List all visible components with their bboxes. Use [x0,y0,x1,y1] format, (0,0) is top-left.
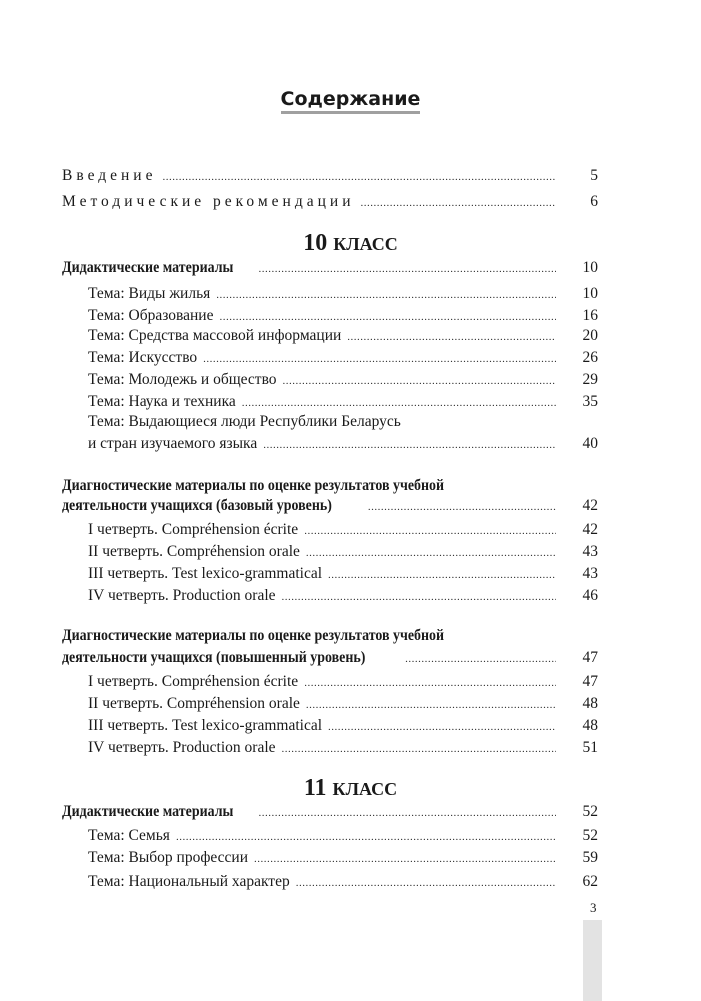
toc-entry-page: 26 [582,349,598,366]
toc-entry-label: Тема: Искусство [88,349,198,366]
toc-entry-page: 46 [582,587,598,604]
page-title [0,88,701,110]
toc-entry-label: III четверть. Test lexico-grammatical [88,565,323,582]
grade-heading [0,230,701,257]
toc-entry-label: Тема: Национальный характер [88,873,290,890]
toc-entry-label: I четверть. Compréhension écrite [88,521,299,538]
dot-leader [162,167,556,187]
toc-entry-label: Тема: Молодежь и общество [88,371,277,388]
dot-leader [306,543,556,563]
dot-leader [254,849,556,869]
grade-word: КЛАСС [332,779,398,799]
page-edge-bar [583,920,602,1001]
dot-leader [296,873,556,893]
dot-leader [282,739,556,759]
toc-entry-page: 42 [582,497,598,514]
toc-entry-label-line: Тема: Выдающиеся люди Республики Беларусь [88,413,401,430]
toc-entry-label: Дидактические материалы [62,803,234,820]
toc-entry[interactable] [88,348,598,369]
toc-entry-label: I четверть. Compréhension écrite [88,673,299,690]
toc-entry-page: 40 [582,435,598,452]
toc-entry[interactable] [88,848,598,869]
toc-entry-label: Тема: Образование [88,307,214,324]
dot-leader [216,285,556,305]
toc-entry-label: Тема: Выбор профессии [88,849,248,866]
dot-leader [259,259,557,279]
toc-entry[interactable] [88,872,598,893]
toc-entry-page: 48 [582,695,598,712]
toc-entry-label: и стран изучаемого языка [88,435,258,452]
toc-entry-label: Тема: Наука и техника [88,393,236,410]
toc-entry-page: 10 [582,285,598,302]
toc-entry[interactable] [62,496,598,517]
toc-entry[interactable] [88,826,598,847]
dot-leader [306,695,556,715]
toc-entry-page: 42 [582,521,598,538]
toc-entry-page: 29 [582,371,598,388]
toc-entry-label: Тема: Виды жилья [88,285,211,302]
toc-entry-page: 35 [582,393,598,410]
dot-leader [328,565,556,585]
toc-entry[interactable] [88,326,598,347]
dot-leader [203,349,556,369]
toc-entry-page: 59 [582,849,598,866]
toc-entry[interactable] [88,564,598,585]
dot-leader [176,827,556,847]
toc-entry[interactable] [88,542,598,563]
toc-entry[interactable] [62,648,598,669]
toc-entry-page: 43 [582,543,598,560]
dot-leader [328,717,556,737]
dot-leader [263,435,556,455]
toc-entry[interactable] [62,258,598,279]
dot-leader [242,393,556,413]
dot-leader [361,193,557,213]
dot-leader [304,673,556,693]
toc-entry[interactable] [88,520,598,541]
toc-entry[interactable] [88,716,598,737]
toc-entry-page: 62 [582,873,598,890]
toc-entry-page: 5 [590,167,598,184]
toc-entry-label: Дидактические материалы [62,259,234,276]
dot-leader [283,371,556,391]
toc-entry-label: Тема: Средства массовой информации [88,327,342,344]
toc-entry[interactable] [88,370,598,391]
dot-leader [405,649,556,669]
toc-entry[interactable] [88,284,598,305]
toc-entry-label: IV четверть. Production orale [88,587,276,604]
toc-entry[interactable] [88,434,598,455]
toc-entry-label: II четверть. Compréhension orale [88,695,300,712]
toc-entry-page: 10 [582,259,598,276]
toc-entry-label-line: Диагностические материалы по оценке результатов учебной [62,627,445,644]
toc-entry-label: Введение [62,167,157,184]
toc-entry[interactable] [62,166,598,187]
grade-number: 10 [303,230,328,256]
grade-word: КЛАСС [333,234,398,254]
toc-entry-page: 20 [582,327,598,344]
toc-entry-page: 47 [582,649,598,666]
toc-entry-label: Методические рекомендации [62,193,355,210]
toc-entry-page: 52 [582,803,598,820]
toc-entry[interactable] [88,694,598,715]
dot-leader [282,587,556,607]
toc-entry[interactable] [62,192,598,213]
toc-entry-label: II четверть. Compréhension orale [88,543,300,560]
grade-number: 11 [303,775,327,801]
toc-entry-page: 52 [582,827,598,844]
dot-leader [368,497,556,517]
toc-entry-label: деятельности учащихся (базовый уровень) [62,497,332,514]
toc-entry-page: 43 [582,565,598,582]
dot-leader [304,521,556,541]
dot-leader [219,307,556,327]
grade-heading [0,775,701,802]
page-number: 3 [590,900,597,915]
toc-entry[interactable] [62,802,598,823]
toc-entry-page: 51 [582,739,598,756]
toc-entry[interactable] [88,672,598,693]
dot-leader [259,803,557,823]
toc-entry[interactable] [88,306,598,327]
toc-entry-label: III четверть. Test lexico-grammatical [88,717,323,734]
toc-entry[interactable] [88,392,598,413]
toc-entry-page: 47 [582,673,598,690]
title-text: Содержание [281,88,421,114]
toc-entry-page: 6 [590,193,598,210]
toc-entry[interactable] [88,738,598,759]
toc-entry-label-line: Диагностические материалы по оценке результатов учебной [62,477,445,494]
dot-leader [347,327,556,347]
toc-entry-page: 16 [582,307,598,324]
toc-entry-label: IV четверть. Production orale [88,739,276,756]
toc-entry-label: Тема: Семья [88,827,170,844]
toc-entry[interactable] [88,586,598,607]
toc-entry-page: 48 [582,717,598,734]
toc-entry-label: деятельности учащихся (повышенный уровень) [62,649,366,666]
